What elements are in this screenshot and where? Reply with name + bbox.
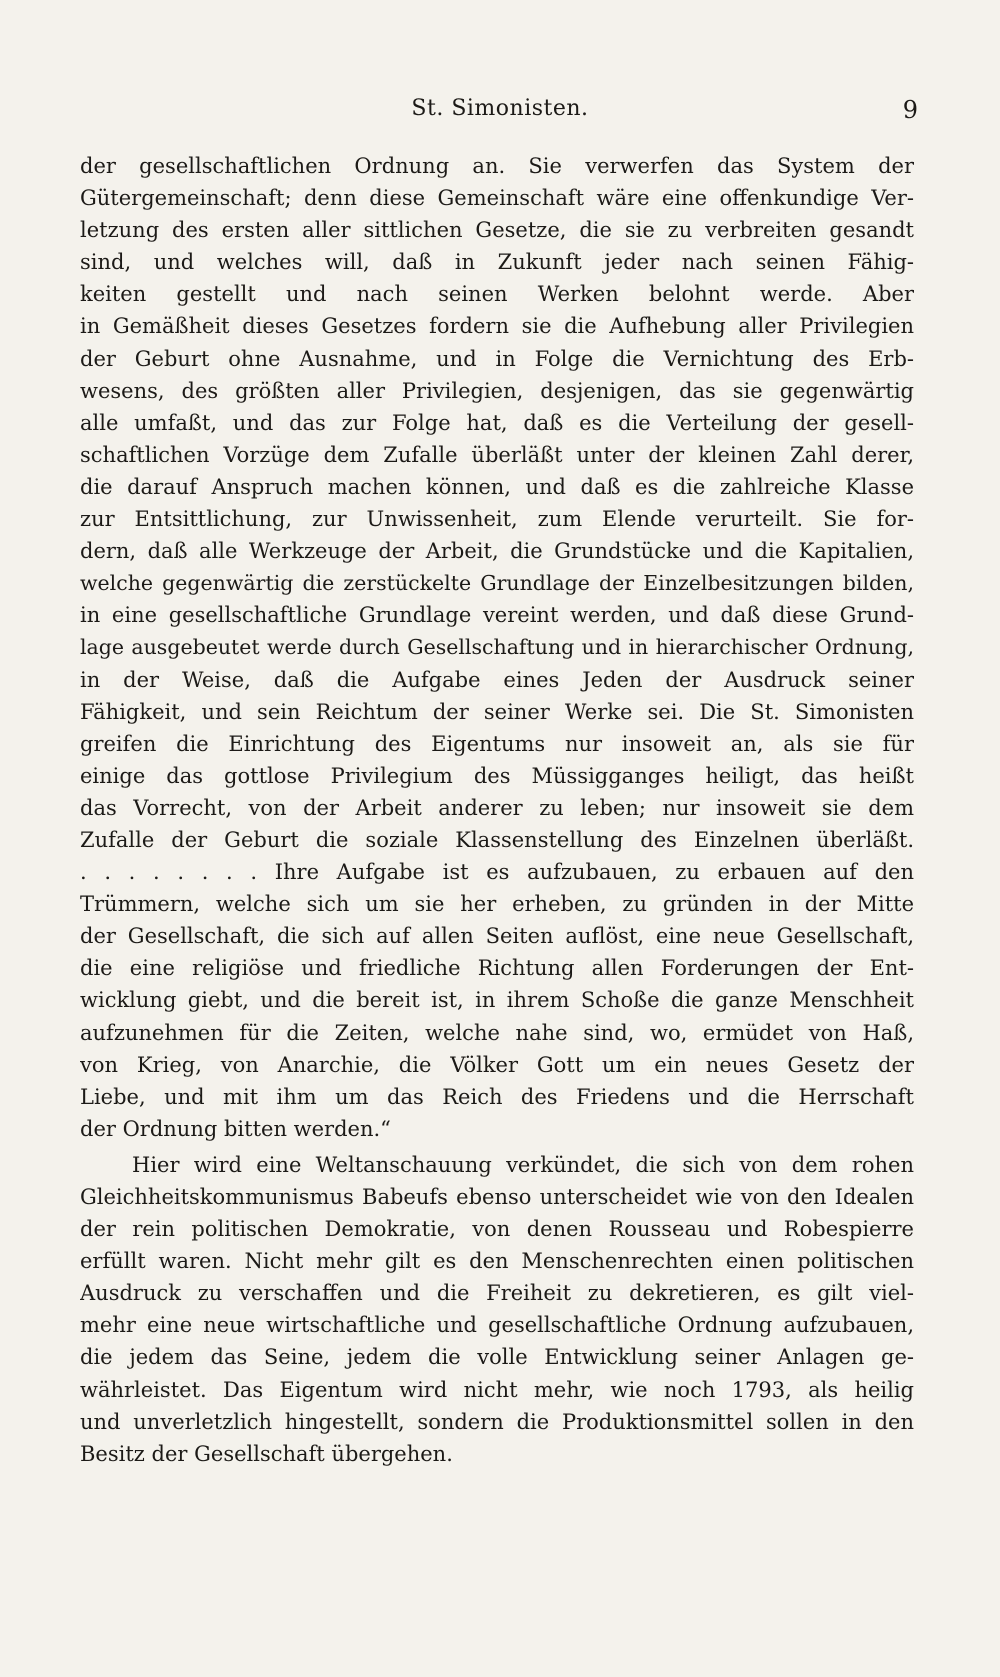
text-line: Trümmern, welche sich um sie her erheben, zu gründen in der Mitte: [80, 892, 914, 917]
text-line: aufzunehmen für die Zeiten, welche nahe sind, wo, ermüdet von Haß,: [80, 1020, 914, 1045]
text-line: währleistet. Das Eigentum wird nicht mehr, wie noch 1793, als heilig: [80, 1377, 914, 1402]
text-line: greifen die Einrichtung des Eigentums nur insoweit an, als sie für: [80, 731, 914, 756]
text-line: Gütergemeinschaft; denn diese Gemeinschaft wäre eine offenkundige Ver-: [80, 186, 914, 211]
text-line: die jedem das Seine, jedem die volle Entwicklung seiner Anlagen ge-: [80, 1345, 914, 1370]
running-title: St. Simonisten.: [411, 96, 589, 121]
text-line: die darauf Anspruch machen können, und daß es die zahlreiche Klasse: [80, 474, 914, 499]
text-line: der Gesellschaft, die sich auf allen Seiten auflöst, eine neue Gesellschaft,: [80, 924, 914, 949]
text-line: dern, daß alle Werkzeuge der Arbeit, die Grundstücke und die Kapitalien,: [80, 539, 914, 564]
paragraph-continued: [80, 150, 914, 1145]
text-line: in eine gesellschaftliche Grundlage vereint werden, und daß diese Grund-: [80, 603, 914, 628]
text-line: Zufalle der Geburt die soziale Klassenstellung des Einzelnen überläßt.: [80, 827, 914, 852]
text-line: und unverletzlich hingestellt, sondern die Produktionsmittel sollen in den: [80, 1409, 914, 1434]
text-line: der Geburt ohne Ausnahme, und in Folge die Vernichtung des Erb-: [80, 346, 914, 371]
body-text: [80, 150, 914, 1470]
text-line: lage ausgebeutet werde durch Gesellschaftung und in hierarchischer Ordnung,: [80, 635, 914, 660]
page-number: 9: [902, 96, 918, 124]
text-line: einige das gottlose Privilegium des Müssigganges heiligt, das heißt: [80, 763, 914, 788]
text-line: Besitz der Gesellschaft übergehen.: [80, 1441, 453, 1466]
text-line: zur Entsittlichung, zur Unwissenheit, zum Elende verurteilt. Sie for-: [80, 507, 914, 532]
running-head: [0, 96, 1000, 130]
text-line: in Gemäßheit dieses Gesetzes fordern sie die Aufhebung aller Privilegien: [80, 314, 914, 339]
text-line: . . . . . . . . Ihre Aufgabe ist es aufzubauen, zu erbauen auf den: [80, 860, 914, 885]
text-line: Gleichheitskommunismus Babeufs ebenso unterscheidet wie von den Idealen: [80, 1185, 914, 1209]
text-line: der Ordnung bitten werden.“: [80, 1116, 391, 1141]
text-line: in der Weise, daß die Aufgabe eines Jeden der Ausdruck seiner: [80, 667, 914, 692]
text-line: Ausdruck zu verschaffen und die Freiheit zu dekretieren, es gilt viel-: [80, 1281, 914, 1306]
text-line: Hier wird eine Weltanschauung verkündet, die sich von dem rohen: [132, 1152, 914, 1177]
text-line: erfüllt waren. Nicht mehr gilt es den Menschenrechten einen politischen: [80, 1249, 914, 1274]
text-line: mehr eine neue wirtschaftliche und gesellschaftliche Ordnung aufzubauen,: [80, 1313, 914, 1338]
text-line: von Krieg, von Anarchie, die Völker Gott um ein neues Gesetz der: [80, 1052, 914, 1077]
text-line: letzung des ersten aller sittlichen Gesetze, die sie zu verbreiten gesandt: [80, 218, 914, 243]
text-line: die eine religiöse und friedliche Richtung allen Forderungen der Ent-: [80, 956, 914, 981]
text-line: keiten gestellt und nach seinen Werken belohnt werde. Aber: [80, 282, 914, 307]
text-line: das Vorrecht, von der Arbeit anderer zu leben; nur insoweit sie dem: [80, 795, 914, 820]
text-line: wesens, des größten aller Privilegien, desjenigen, das sie gegenwärtig: [80, 378, 914, 403]
text-line: welche gegenwärtig die zerstückelte Grundlage der Einzelbesitzungen bilden,: [80, 571, 914, 596]
text-line: wicklung giebt, und die bereit ist, in ihrem Schoße die ganze Menschheit: [80, 988, 914, 1013]
text-line: alle umfaßt, und das zur Folge hat, daß es die Verteilung der gesell-: [80, 410, 914, 435]
text-line: der rein politischen Demokratie, von denen Rousseau und Robespierre: [80, 1217, 914, 1242]
text-line: Fähigkeit, und sein Reichtum der seiner Werke sei. Die St. Simonisten: [80, 699, 914, 724]
text-line: schaftlichen Vorzüge dem Zufalle überläßt unter der kleinen Zahl derer,: [80, 442, 914, 467]
text-line: der gesellschaftlichen Ordnung an. Sie verwerfen das System der: [80, 154, 914, 178]
paragraph: [80, 1149, 914, 1470]
text-line: Liebe, und mit ihm um das Reich des Friedens und die Herrschaft: [80, 1084, 914, 1109]
text-line: sind, und welches will, daß in Zukunft jeder nach seinen Fähig-: [80, 250, 914, 275]
